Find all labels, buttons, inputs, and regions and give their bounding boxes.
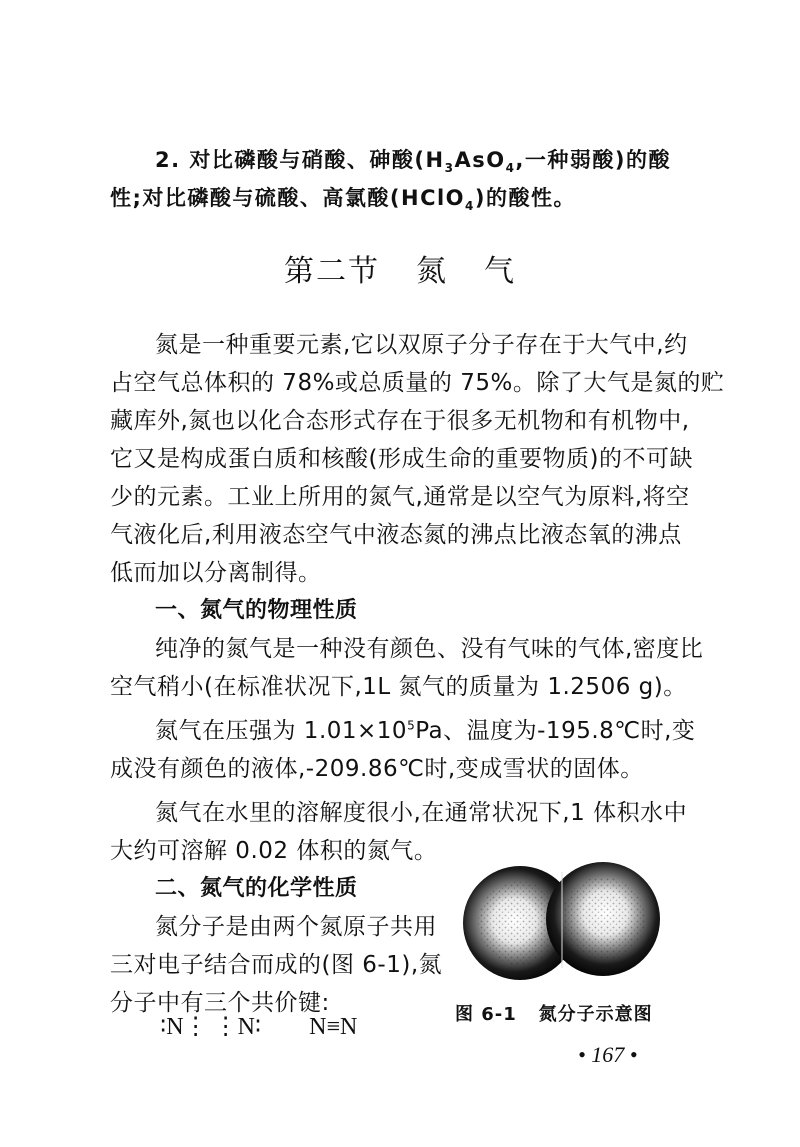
intro-line: 低而加以分离制得。	[110, 560, 322, 586]
chemical-properties-heading: 二、氮气的化学性质	[155, 876, 358, 901]
figure-label: 图 6-1	[455, 1004, 517, 1025]
subscript: 4	[505, 161, 516, 176]
exercise-text: 对比磷酸与硝酸、砷酸(H	[189, 148, 445, 172]
intro-line: 藏库外,氮也以化合态形式存在于很多无机物和有机物中,	[110, 408, 690, 434]
exercise-line-2	[110, 183, 682, 213]
structural-formula: N≡N	[309, 1014, 358, 1040]
physical-line: 大约可溶解 0.02 体积的氮气。	[110, 838, 438, 864]
intro-line: 占空气总体积的 78%或总质量的 75%。除了大气是氮的贮	[110, 370, 725, 396]
figure-caption	[455, 1000, 653, 1026]
exercise-text: 性;对比磷酸与硫酸、高氯酸(HClO	[110, 186, 466, 210]
physical-line: 氮气在水里的溶解度很小,在通常状况下,1 体积水中	[155, 800, 688, 826]
physical-text: Pa、温度为-195.8℃时,变	[415, 718, 696, 744]
subscript: 3	[444, 161, 455, 176]
physical-line: 纯净的氮气是一种没有颜色、没有气味的气体,密度比	[155, 636, 704, 662]
nitrogen-bond-formula	[160, 1012, 357, 1042]
chemical-line: 分子中有三个共价键:	[110, 990, 330, 1016]
chemical-line: 三对电子结合而成的(图 6-1),氮	[110, 952, 443, 978]
subscript: 4	[465, 199, 475, 214]
nitrogen-molecule-figure	[462, 860, 662, 982]
page-number: • 167 •	[578, 1042, 638, 1067]
intro-line: 它又是构成蛋白质和核酸(形成生命的重要物质)的不可缺	[110, 446, 693, 472]
superscript: 5	[407, 718, 416, 733]
physical-text: 氮气在压强为 1.01×10	[155, 718, 408, 744]
intro-line: 气液化后,利用液态空气中液态氮的沸点比液态氧的沸点	[110, 522, 682, 548]
intro-line: 少的元素。工业上所用的氮气,通常是以空气为原料,将空	[110, 484, 690, 510]
physical-line: 空气稍小(在标准状况下,1L 氮气的质量为 1.2506 g)。	[110, 674, 687, 700]
exercise-line-1	[155, 145, 682, 175]
exercise-text: ,一种弱酸)的酸	[515, 148, 671, 172]
section-title-word: 氮	[416, 254, 448, 289]
exercise-text: )的酸性。	[474, 186, 577, 210]
physical-line: 成没有颜色的液体,-209.86℃时,变成雪状的固体。	[110, 756, 644, 782]
section-number: 第二节	[284, 254, 380, 289]
figure-caption-text: 氮分子示意图	[538, 1004, 653, 1025]
chemical-line: 氮分子是由两个氮原子共用	[155, 914, 437, 940]
intro-line: 氮是一种重要元素,它以双原子分子存在于大气中,约	[155, 332, 688, 358]
physical-line	[155, 716, 696, 746]
section-title-word: 气	[484, 254, 516, 289]
nitrogen-molecule-icon	[462, 860, 662, 982]
physical-properties-heading: 一、氮气的物理性质	[155, 598, 358, 623]
exercise-text: AsO	[454, 148, 506, 172]
exercise-number: 2.	[155, 148, 181, 172]
lewis-structure: ∶N⋮ ⋮N∶	[160, 1014, 262, 1040]
section-title	[0, 252, 800, 292]
